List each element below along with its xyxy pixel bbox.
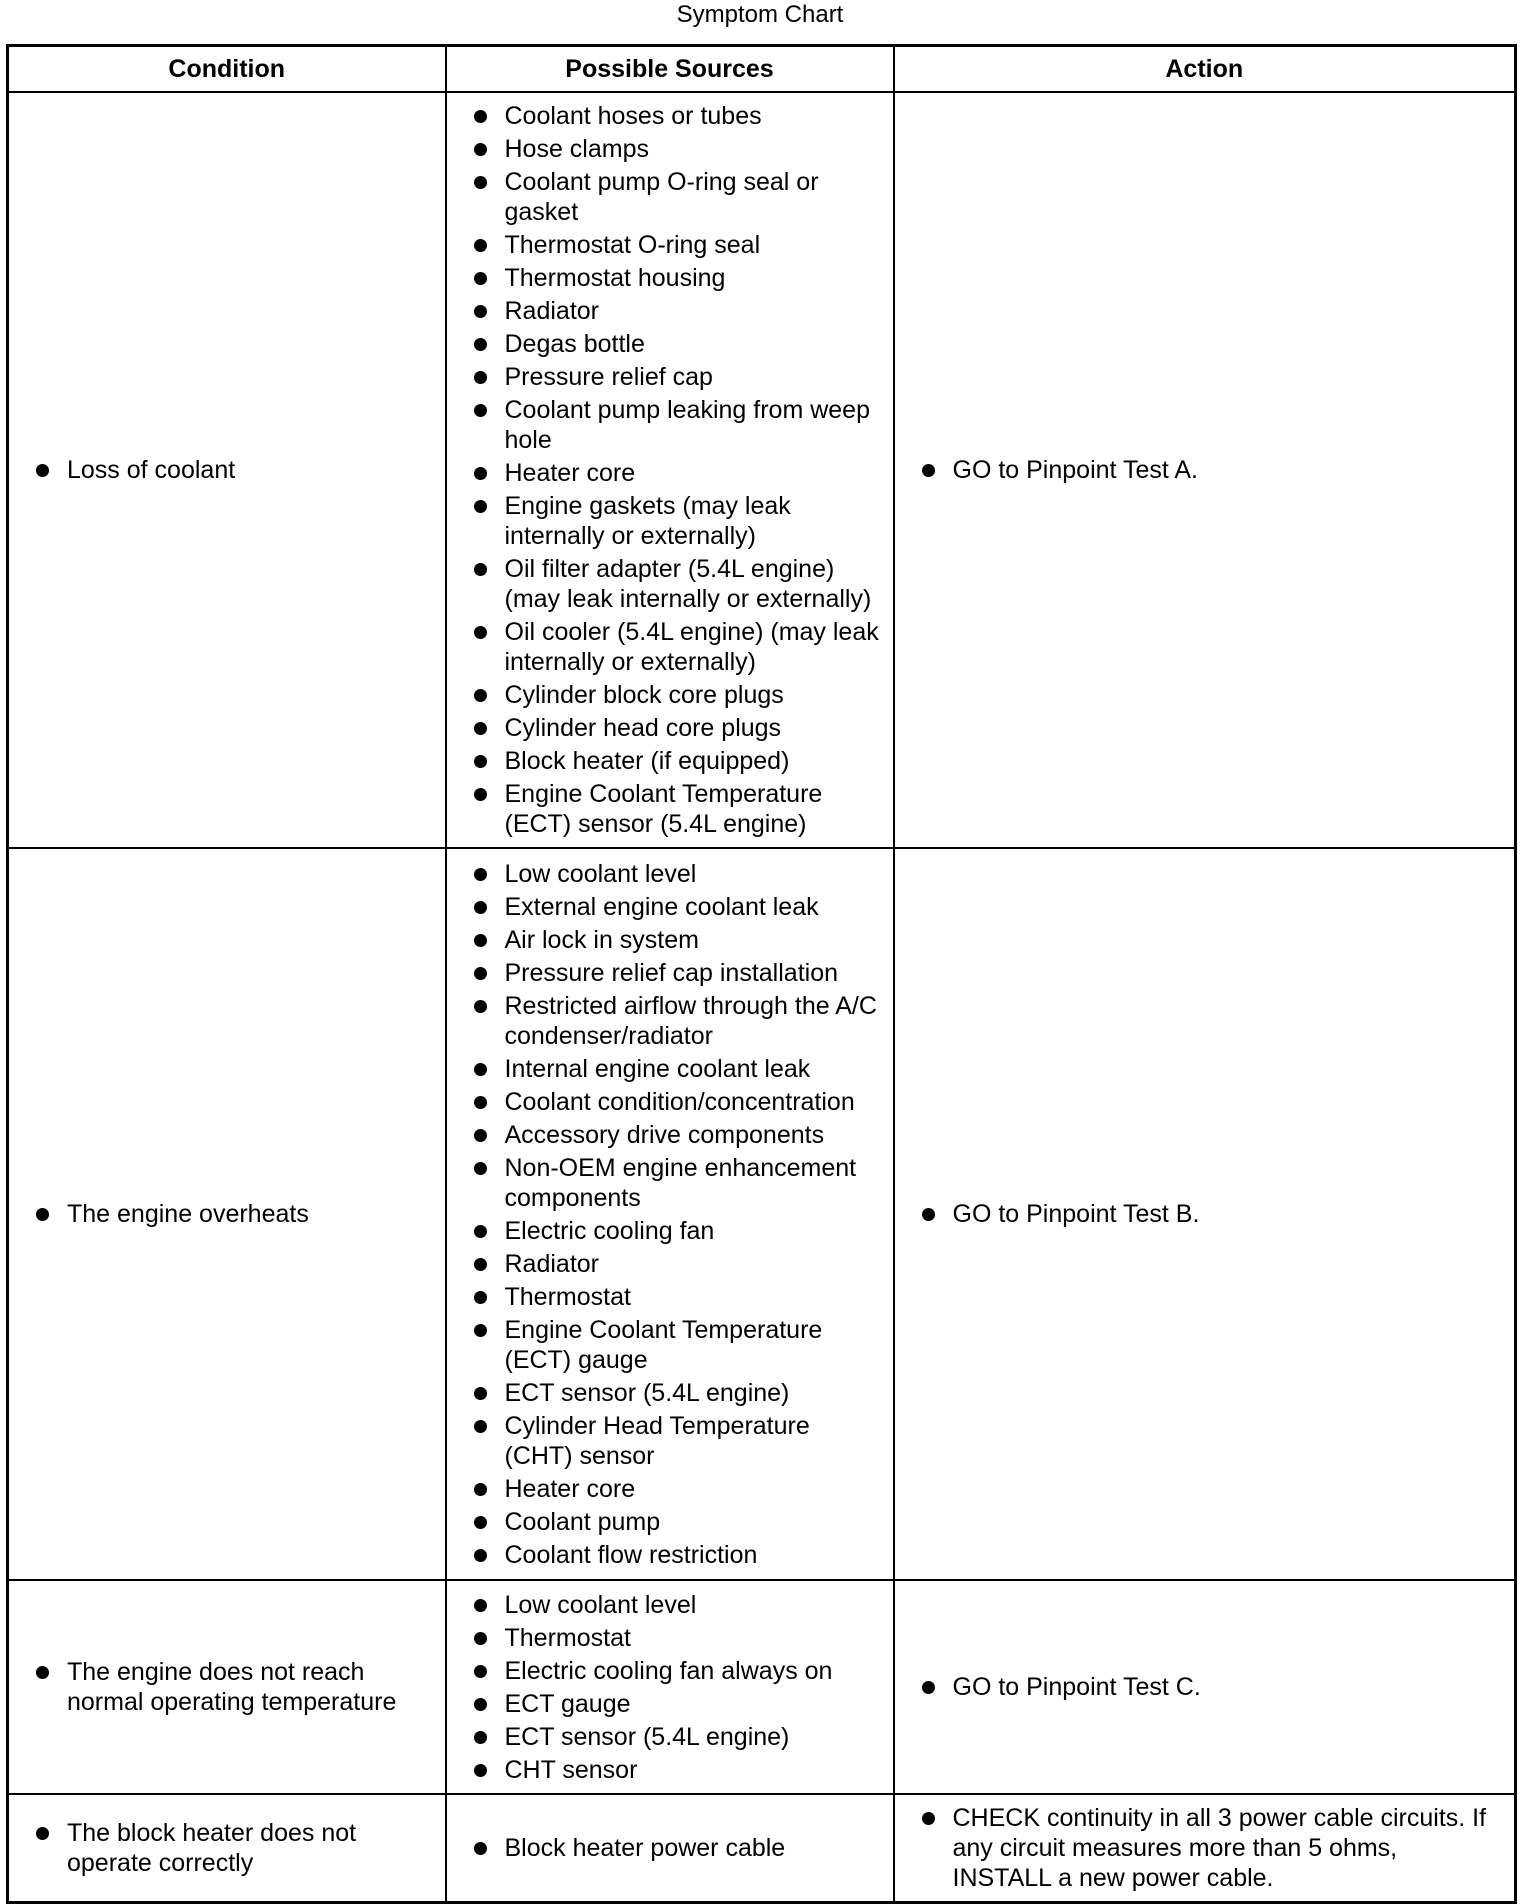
possible-sources-cell: [446, 848, 894, 1580]
list-item: Coolant hoses or tubes: [447, 101, 893, 131]
possible-sources-list: [447, 1590, 893, 1785]
list-item: Oil cooler (5.4L engine) (may leak internally or externally): [447, 617, 893, 677]
action-text: CHECK continuity in all 3 power cable circuits. If any circuit measures more than 5 ohms, INSTALL a new power cable.: [895, 1803, 1515, 1893]
action-text: GO to Pinpoint Test A.: [895, 455, 1515, 485]
list-item: Electric cooling fan always on: [447, 1656, 893, 1686]
action-cell: [894, 1580, 1516, 1794]
condition-text: The engine does not reach normal operating temperature: [9, 1657, 445, 1717]
header-possible-sources: Possible Sources: [446, 46, 894, 93]
list-item: External engine coolant leak: [447, 892, 893, 922]
possible-sources-cell: [446, 92, 894, 848]
header-action: Action: [894, 46, 1516, 93]
list-item: Air lock in system: [447, 925, 893, 955]
list-item: ECT sensor (5.4L engine): [447, 1722, 893, 1752]
possible-sources-list: [447, 101, 893, 839]
condition-text: The block heater does not operate correctly: [9, 1818, 445, 1878]
possible-sources-cell: [446, 1794, 894, 1902]
list-item: Non-OEM engine enhancement components: [447, 1153, 893, 1213]
action-cell: [894, 848, 1516, 1580]
list-item: ECT gauge: [447, 1689, 893, 1719]
list-item: Coolant condition/concentration: [447, 1087, 893, 1117]
possible-sources-list: [447, 859, 893, 1570]
list-item: Coolant pump leaking from weep hole: [447, 395, 893, 455]
list-item: Hose clamps: [447, 134, 893, 164]
list-item: Engine gaskets (may leak internally or externally): [447, 491, 893, 551]
possible-sources-cell: [446, 1580, 894, 1794]
condition-cell: [8, 1580, 446, 1794]
list-item: Cylinder Head Temperature (CHT) sensor: [447, 1411, 893, 1471]
list-item: Thermostat housing: [447, 263, 893, 293]
table-row: [8, 92, 1516, 848]
list-item: Thermostat O-ring seal: [447, 230, 893, 260]
symptom-chart-table: [6, 44, 1517, 1904]
list-item: Block heater (if equipped): [447, 746, 893, 776]
table-row: [8, 1794, 1516, 1902]
list-item: Coolant flow restriction: [447, 1540, 893, 1570]
list-item: Degas bottle: [447, 329, 893, 359]
condition-cell: [8, 92, 446, 848]
list-item: Pressure relief cap: [447, 362, 893, 392]
header-condition: Condition: [8, 46, 446, 93]
list-item: Accessory drive components: [447, 1120, 893, 1150]
possible-sources-list: [447, 1833, 893, 1863]
header-row: [8, 46, 1516, 93]
list-item: Engine Coolant Temperature (ECT) gauge: [447, 1315, 893, 1375]
list-item: CHT sensor: [447, 1755, 893, 1785]
list-item: Electric cooling fan: [447, 1216, 893, 1246]
chart-title: Symptom Chart: [676, 1, 844, 28]
condition-cell: [8, 848, 446, 1580]
list-item: Coolant pump O-ring seal or gasket: [447, 167, 893, 227]
list-item: Low coolant level: [447, 859, 893, 889]
list-item: Coolant pump: [447, 1507, 893, 1537]
list-item: Internal engine coolant leak: [447, 1054, 893, 1084]
list-item: Pressure relief cap installation: [447, 958, 893, 988]
list-item: Engine Coolant Temperature (ECT) sensor (5.4L engine): [447, 779, 893, 839]
list-item: Radiator: [447, 296, 893, 326]
list-item: Radiator: [447, 1249, 893, 1279]
table-row: [8, 848, 1516, 1580]
condition-cell: [8, 1794, 446, 1902]
chart-body: [8, 92, 1516, 1902]
list-item: Oil filter adapter (5.4L engine) (may leak internally or externally): [447, 554, 893, 614]
condition-text: Loss of coolant: [9, 455, 445, 485]
action-text: GO to Pinpoint Test B.: [895, 1199, 1515, 1229]
action-cell: [894, 92, 1516, 848]
list-item: Cylinder head core plugs: [447, 713, 893, 743]
list-item: Thermostat: [447, 1623, 893, 1653]
list-item: Thermostat: [447, 1282, 893, 1312]
list-item: Low coolant level: [447, 1590, 893, 1620]
list-item: Heater core: [447, 1474, 893, 1504]
list-item: Heater core: [447, 458, 893, 488]
list-item: Cylinder block core plugs: [447, 680, 893, 710]
action-cell: [894, 1794, 1516, 1902]
condition-text: The engine overheats: [9, 1199, 445, 1229]
list-item: Block heater power cable: [447, 1833, 893, 1863]
action-text: GO to Pinpoint Test C.: [895, 1672, 1515, 1702]
table-row: [8, 1580, 1516, 1794]
list-item: ECT sensor (5.4L engine): [447, 1378, 893, 1408]
list-item: Restricted airflow through the A/C condenser/radiator: [447, 991, 893, 1051]
